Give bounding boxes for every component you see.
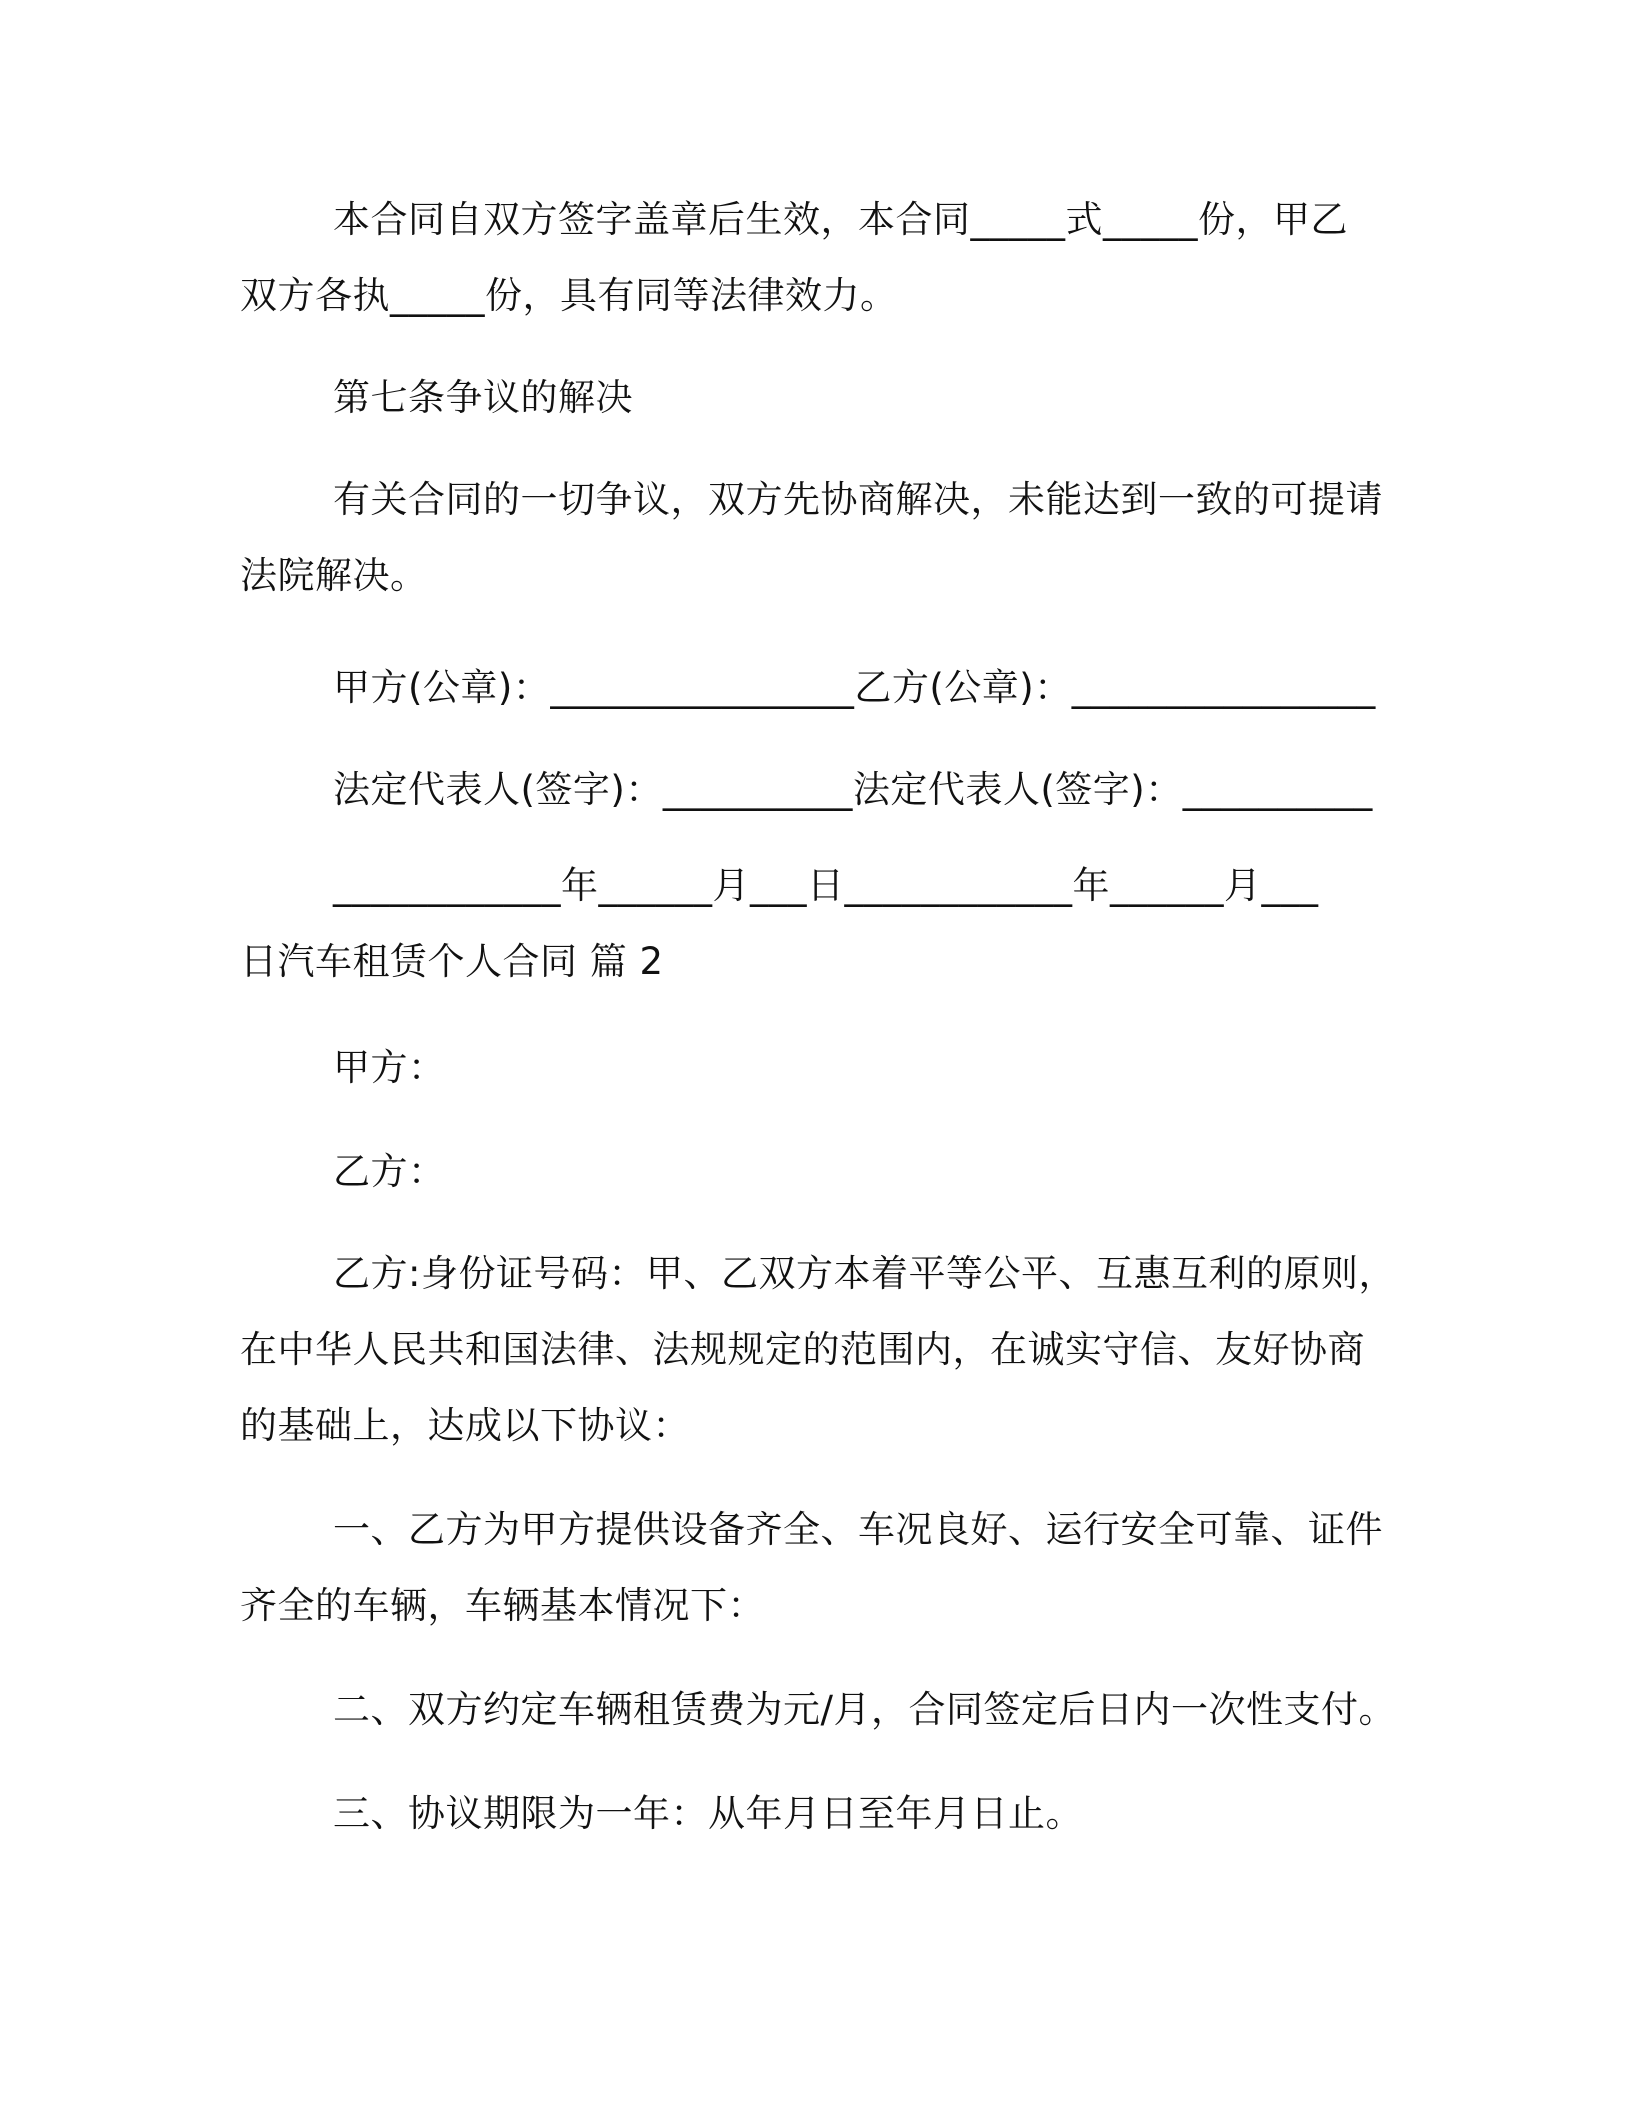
party-b-label: 乙方： [333, 1150, 446, 1193]
paragraph-effectivity-line-2: 双方各执_____份，具有同等法律效力。 [240, 274, 898, 317]
clause-2: 二、双方约定车辆租赁费为元/月，合同签定后日内一次性支付。 [333, 1688, 1396, 1731]
article-7-heading: 第七条争议的解决 [333, 376, 633, 419]
paragraph-dispute-line-1: 有关合同的一切争议，双方先协商解决，未能达到一致的可提请 [333, 478, 1383, 521]
clause-3: 三、协议期限为一年：从年月日至年月日止。 [333, 1792, 1083, 1835]
date-line: ____________年______月___日____________年______月___ [333, 864, 1319, 907]
preamble-line-2: 在中华人民共和国法律、法规规定的范围内，在诚实守信、友好协商 [240, 1328, 1365, 1371]
party-a-label: 甲方： [333, 1046, 446, 1089]
preamble-line-1: 乙方:身份证号码：甲、乙双方本着平等公平、互惠互利的原则， [333, 1252, 1396, 1295]
paragraph-dispute-line-2: 法院解决。 [240, 554, 428, 597]
clause-1-line-1: 一、乙方为甲方提供设备齐全、车况良好、运行安全可靠、证件 [333, 1508, 1383, 1551]
section-2-heading: 日汽车租赁个人合同 篇 2 [240, 940, 664, 983]
seal-signature-line: 甲方(公章)：________________乙方(公章)：________________ [333, 666, 1376, 709]
preamble-line-3: 的基础上，达成以下协议： [240, 1404, 690, 1447]
clause-1-line-2: 齐全的车辆，车辆基本情况下： [240, 1584, 765, 1627]
representative-signature-line: 法定代表人(签字)：__________法定代表人(签字)：__________ [333, 768, 1373, 811]
paragraph-effectivity-line-1: 本合同自双方签字盖章后生效，本合同_____式_____份，甲乙 [333, 198, 1348, 241]
